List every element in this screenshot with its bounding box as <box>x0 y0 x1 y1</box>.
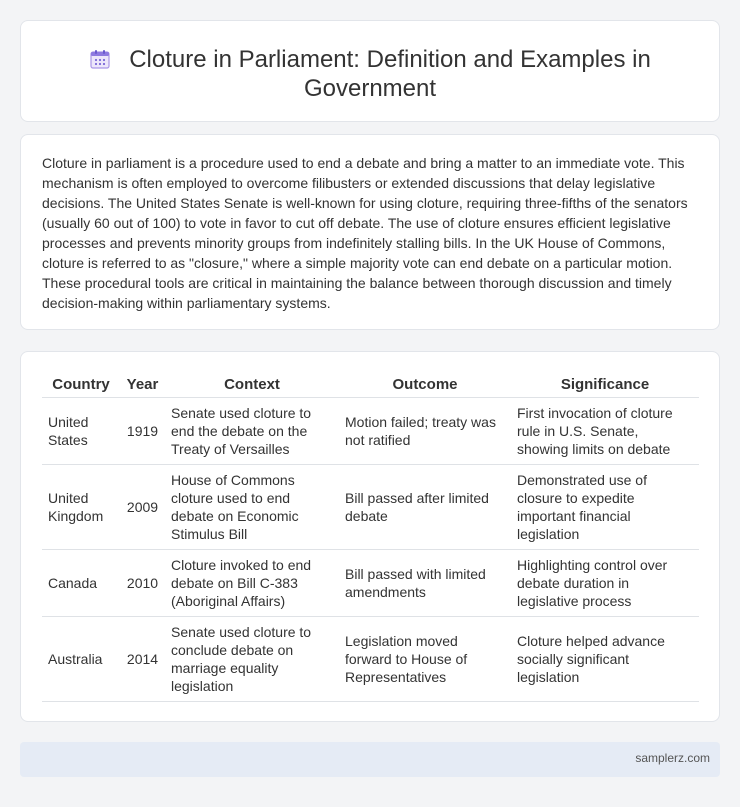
calendar-icon <box>89 48 111 70</box>
header-year: Year <box>120 374 165 397</box>
cell-significance: Demonstrated use of closure to expedite important financial legislation <box>511 464 699 549</box>
table-header-row <box>42 374 699 397</box>
footer <box>20 742 720 777</box>
cell-outcome: Motion failed; treaty was not ratified <box>339 397 511 464</box>
cell-context: Cloture invoked to end debate on Bill C-383 (Aboriginal Affairs) <box>165 549 339 616</box>
page-title-wrap <box>21 45 719 103</box>
cell-country: Canada <box>42 549 120 616</box>
cell-year: 2009 <box>120 464 165 549</box>
cell-country: Australia <box>42 616 120 701</box>
header-country: Country <box>42 374 120 397</box>
cell-year: 1919 <box>120 397 165 464</box>
page-title: Cloture in Parliament: Definition and Examples in Government <box>129 46 651 102</box>
examples-table <box>42 374 699 702</box>
footer-site-link[interactable]: samplerz.com <box>635 751 710 765</box>
cell-significance: Cloture helped advance socially significant legislation <box>511 616 699 701</box>
cell-significance: Highlighting control over debate duration in legislative process <box>511 549 699 616</box>
cell-year: 2014 <box>120 616 165 701</box>
header-significance: Significance <box>511 374 699 397</box>
table-row <box>42 549 699 616</box>
cell-outcome: Bill passed with limited amendments <box>339 549 511 616</box>
header-outcome: Outcome <box>339 374 511 397</box>
table-row <box>42 464 699 549</box>
table-row <box>42 616 699 701</box>
cell-country: United Kingdom <box>42 464 120 549</box>
title-card <box>20 20 720 122</box>
table-card <box>20 351 720 722</box>
header-context: Context <box>165 374 339 397</box>
cell-country: United States <box>42 397 120 464</box>
cell-context: Senate used cloture to end the debate on the Treaty of Versailles <box>165 397 339 464</box>
intro-paragraph: Cloture in parliament is a procedure used to end a debate and bring a matter to an immediate vote. This mechanism is often employed to overcome filibusters or extended discussions that delay legislative decisions. The United States Senate is well-known for using cloture, requiring three-fifths of the senators (usually 60 out of 100) to vote in favor to cut off debate. The use of cloture ensures efficient legislative processes and prevents minority groups from indefinitely stalling bills. In the UK House of Commons, cloture is referred to as "closure," where a simple majority vote can end debate on a particular motion. These procedural tools are critical in maintaining the balance between thorough discussion and timely decision-making within parliamentary systems. <box>42 155 688 311</box>
cell-context: Senate used cloture to conclude debate on marriage equality legislation <box>165 616 339 701</box>
cell-context: House of Commons cloture used to end debate on Economic Stimulus Bill <box>165 464 339 549</box>
cell-significance: First invocation of cloture rule in U.S. Senate, showing limits on debate <box>511 397 699 464</box>
intro-card <box>20 134 720 330</box>
cell-outcome: Bill passed after limited debate <box>339 464 511 549</box>
table-row <box>42 397 699 464</box>
cell-outcome: Legislation moved forward to House of Representatives <box>339 616 511 701</box>
cell-year: 2010 <box>120 549 165 616</box>
